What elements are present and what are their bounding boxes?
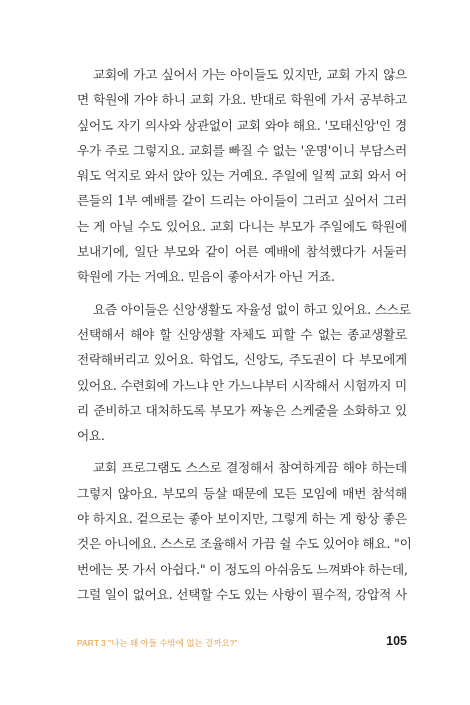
- text-line: 보내기에, 일단 부모와 같이 어른 예배에 참석했다가 서둘러: [77, 244, 407, 260]
- page-footer: [77, 634, 407, 654]
- running-head: PART 3 "나는 왜 아들 수밖에 없는 걸까요?": [77, 638, 238, 648]
- text-line: 른들의 1부 예배를 같이 드리는 아이들이 그러고 싶어서 그러: [77, 193, 407, 209]
- text-line: 교회에 가고 싶어서 가는 아이들도 있지만, 교회 가지 않으: [93, 67, 407, 82]
- text-line: 요즘 아이들은 신앙생활도 자율성 없이 하고 있어요. 스스로: [93, 301, 411, 317]
- body-text: [77, 62, 412, 607]
- text-line: 있어요. 수련회에 가느냐 안 가느냐부터 시작해서 시험까지 미: [77, 377, 407, 393]
- text-line: 면 학원에 가야 하니 교회 가요. 반대로 학원에 가서 공부하고: [77, 92, 407, 108]
- text-line: 리 준비하고 대처하도록 부모가 짜놓은 스케줄을 소화하고 있: [77, 402, 407, 418]
- page-number: 105: [386, 634, 407, 648]
- text-line: 학원에 가는 거예요. 믿음이 좋아서가 아닌 거죠.: [77, 269, 335, 285]
- paragraph-spacer: [77, 448, 407, 455]
- text-line: 우가 주로 그렇지요. 교회를 빠질 수 없는 '운명'이니 부담스러: [77, 142, 407, 158]
- paragraph-3: [77, 455, 412, 607]
- text-line: 워도 억지로 와서 앉아 있는 거예요. 주일에 일찍 교회 와서 어: [77, 168, 407, 184]
- text-line: 전락해버리고 있어요. 학업도, 신앙도, 주도권이 다 부모에게: [77, 352, 407, 368]
- text-line: 싶어도 자기 의사와 상관없이 교회 와야 해요. '모태신앙'인 경: [77, 117, 407, 133]
- text-line: 어요.: [77, 428, 105, 444]
- text-line: 는 게 아닐 수도 있어요. 교회 다니는 부모가 주일에도 학원에: [77, 218, 407, 234]
- paragraph-1: [77, 62, 407, 290]
- text-line: 것은 아니에요. 스스로 조율해서 가끔 쉴 수도 있어야 해요. "이: [77, 536, 412, 552]
- paragraph-spacer: [77, 290, 407, 297]
- text-line: 선택해서 해야 할 신앙생활 자체도 피할 수 없는 종교생활로: [77, 326, 407, 342]
- text-line: 번에는 못 가서 아쉽다." 이 정도의 아쉬움도 느껴봐야 하는데,: [77, 561, 408, 577]
- text-line: 야 하지요. 겉으로는 좋아 보이지만, 그렇게 하는 게 항상 좋은: [77, 511, 407, 527]
- text-line: 그럴 일이 없어요. 선택할 수도 있는 사항이 필수적, 강압적 사: [77, 586, 407, 602]
- paragraph-2: [77, 297, 411, 449]
- text-line: 교회 프로그램도 스스로 결정해서 참여하게끔 해야 하는데: [93, 460, 407, 476]
- text-line: 그렇지 않아요. 부모의 등살 때문에 모든 모임에 매번 참석해: [77, 485, 407, 501]
